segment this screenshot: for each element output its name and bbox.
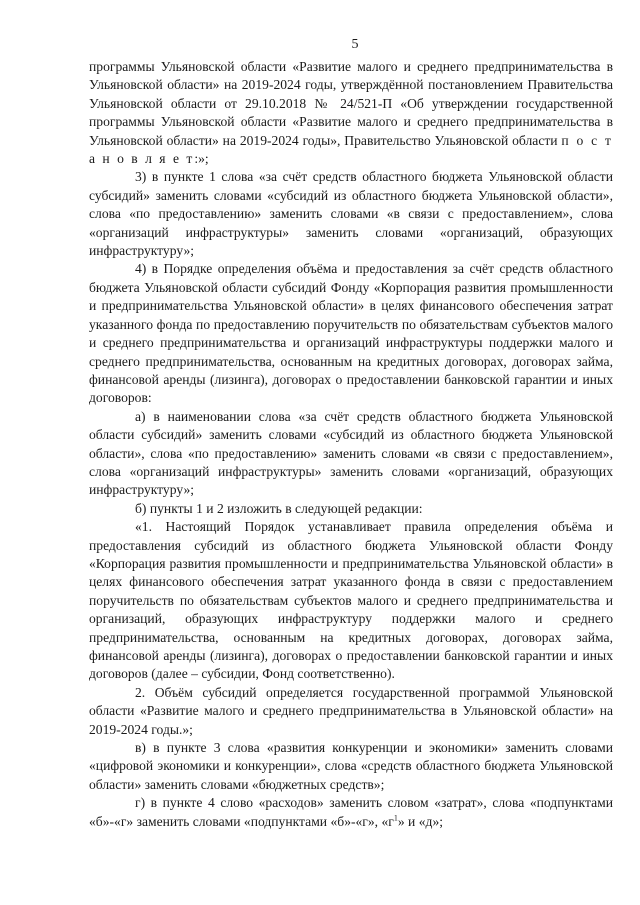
paragraph-subitem-g-text: г) в пункте 4 слово «расходов» заменить словом «затрат», слова «подпунктами «б»-«г» заменить словами «подпунктами «б»-«г», «г [89, 795, 613, 829]
paragraph-subitem-v: в) в пункте 3 слова «развития конкуренции и экономики» заменить словами «цифровой экономики и конкуренции», слова «средств областного бюджета Ульяновской области» заменить словами «бюджетных средств»; [89, 740, 613, 792]
paragraph-clause-1: «1. Настоящий Порядок устанавливает правила определения объёма и предоставления субсидий из областного бюджета Ульяновской области Фонду «Корпорация развития промышленности и предпринимательства Ульяновской области» в целях финансового обеспечения затрат указанного фонда в связи с предоставлением поручительств по обязательствам субъектов малого и среднего предпринимательства и организаций, образующих инфраструктуру поддержки малого и среднего предпринимательства, основанным на кредитных договорах, договорах займа, финансовой аренды (лизинга), договорах о предоставлении банковской гарантии и иных договоров (далее – субсидии, Фонд соответственно). [89, 519, 613, 682]
paragraph-item-3: 3) в пункте 1 слова «за счёт средств областного бюджета Ульяновской области субсидий» заменить словами «субсидий из областного бюджета Ульяновской области», слова «по предоставлению» заменить словами «в связи с предоставлением», слова «организаций инфраструктуры» заменить словами «организаций, образующих инфраструктуру»; [89, 169, 613, 259]
paragraph-item-4: 4) в Порядке определения объёма и предоставления за счёт средств областного бюджета Ульяновской области субсидий Фонду «Корпорация развития промышленности и предпринимательства Ульяновской области» в целях финансового обеспечения затрат указанного фонда по предоставлению поручительств по обязательствам субъектов малого и среднего предпринимательства и организаций инфраструктуры поддержки малого и среднего предпринимательства, основанным на кредитных договорах, договорах займа, финансовой аренды (лизинга), договорах о предоставлении банковской гарантии и иных договоров: [89, 261, 613, 406]
paragraph-subitem-g [89, 794, 613, 831]
paragraph-intro-end: :»; [194, 151, 209, 167]
paragraph-subitem-a: а) в наименовании слова «за счёт средств областного бюджета Ульяновской области субсидий» заменить словами «субсидий из областного бюджета Ульяновской области», слова «по предоставлению» заменить словами «в связи с предоставлением», слова «организаций инфраструктуры» заменить словами «организаций, образующих инфраструктуру»; [89, 408, 613, 498]
paragraph-intro-text: программы Ульяновской области «Развитие малого и среднего предпринимательства в Ульяновской области» на 2019-2024 годы, утверждённой постановлением Правительства Ульяновской области от 29.10.2018 № 24/521-П «Об утверждении государственной программы Ульяновской области «Развитие малого и среднего предпринимательства в Ульяновской области» на 2019-2024 годы», Правительство Ульяновской области [89, 59, 613, 148]
paragraph-clause-2: 2. Объём субсидий определяется государственной программой Ульяновской области «Развитие малого и среднего предпринимательства в Ульяновской области» на 2019-2024 годы.»; [89, 684, 613, 737]
paragraph-subitem-g-end: » и «д»; [397, 813, 444, 829]
superscript: 1 [393, 813, 398, 823]
paragraph-intro-spaced-word: п о с т а н о в л я е т [89, 132, 613, 167]
page-number: 5 [351, 37, 359, 52]
paragraph-intro [89, 58, 613, 168]
paragraph-subitem-b: б) пункты 1 и 2 изложить в следующей редакции: [135, 500, 423, 516]
